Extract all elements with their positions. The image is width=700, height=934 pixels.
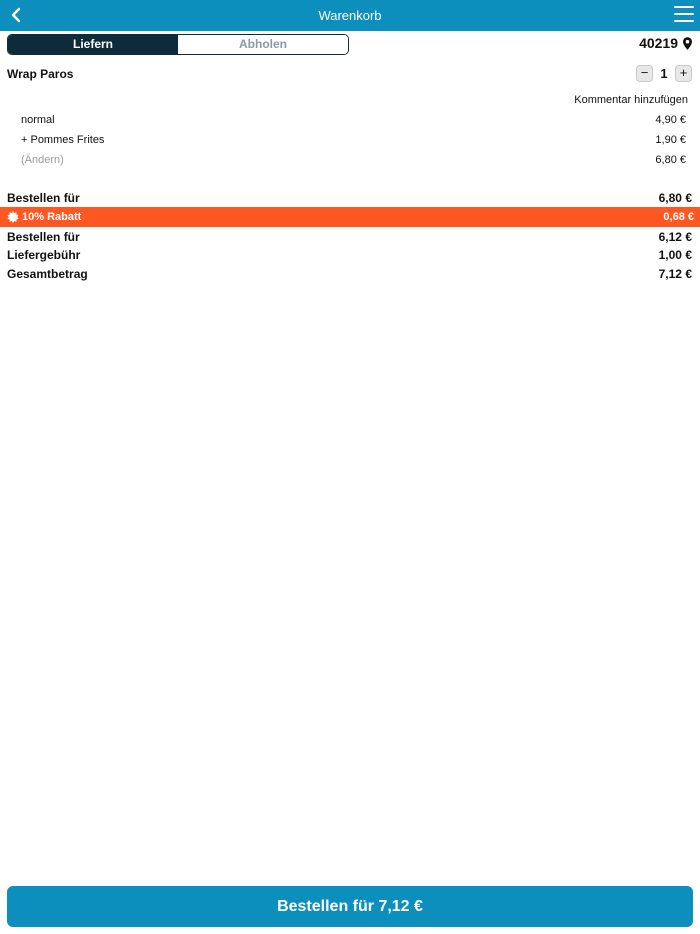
zip-code: 40219 (639, 35, 678, 51)
subtotal-row (7, 191, 692, 205)
option-price: 4,90 € (655, 114, 686, 126)
delivery-fee-value: 1,00 € (658, 248, 692, 262)
total-label: Gesamtbetrag (7, 267, 88, 281)
after-discount-value: 6,12 € (658, 230, 692, 244)
after-discount-label: Bestellen für (7, 230, 80, 244)
increase-quantity-button[interactable]: + (675, 65, 692, 82)
quantity-stepper (636, 65, 692, 82)
hamburger-menu-icon[interactable] (674, 6, 694, 24)
option-price: 1,90 € (655, 134, 686, 146)
item-total-price: 6,80 € (655, 154, 686, 166)
discount-badge-icon (7, 211, 19, 223)
option-label: normal (21, 114, 55, 126)
top-bar (0, 0, 700, 31)
after-discount-row (7, 230, 692, 244)
list-item (21, 154, 686, 166)
discount-label: 10% Rabatt (22, 211, 82, 223)
decrease-quantity-button[interactable]: − (636, 65, 653, 82)
add-comment-link[interactable]: Kommentar hinzufügen (574, 94, 688, 106)
delivery-mode-toggle (7, 34, 349, 55)
option-label: + Pommes Frites (21, 134, 105, 146)
discount-row (0, 207, 700, 227)
list-item (21, 134, 686, 146)
tab-deliver[interactable]: Liefern (8, 35, 178, 54)
location-selector[interactable] (639, 35, 692, 51)
location-pin-icon (683, 37, 692, 50)
place-order-button[interactable]: Bestellen für 7,12 € (7, 886, 693, 927)
total-value: 7,12 € (658, 267, 692, 281)
discount-value: 0,68 € (663, 211, 694, 223)
tab-pickup[interactable]: Abholen (178, 35, 348, 54)
total-row (7, 267, 692, 281)
delivery-fee-label: Liefergebühr (7, 248, 81, 262)
change-item-link[interactable]: (Ändern) (21, 154, 64, 166)
subtotal-value: 6,80 € (658, 191, 692, 205)
quantity-value: 1 (660, 66, 668, 81)
list-item (21, 114, 686, 126)
page-title: Warenkorb (318, 8, 382, 23)
subtotal-label: Bestellen für (7, 191, 80, 205)
delivery-fee-row (7, 248, 692, 262)
item-name: Wrap Paros (7, 67, 74, 81)
